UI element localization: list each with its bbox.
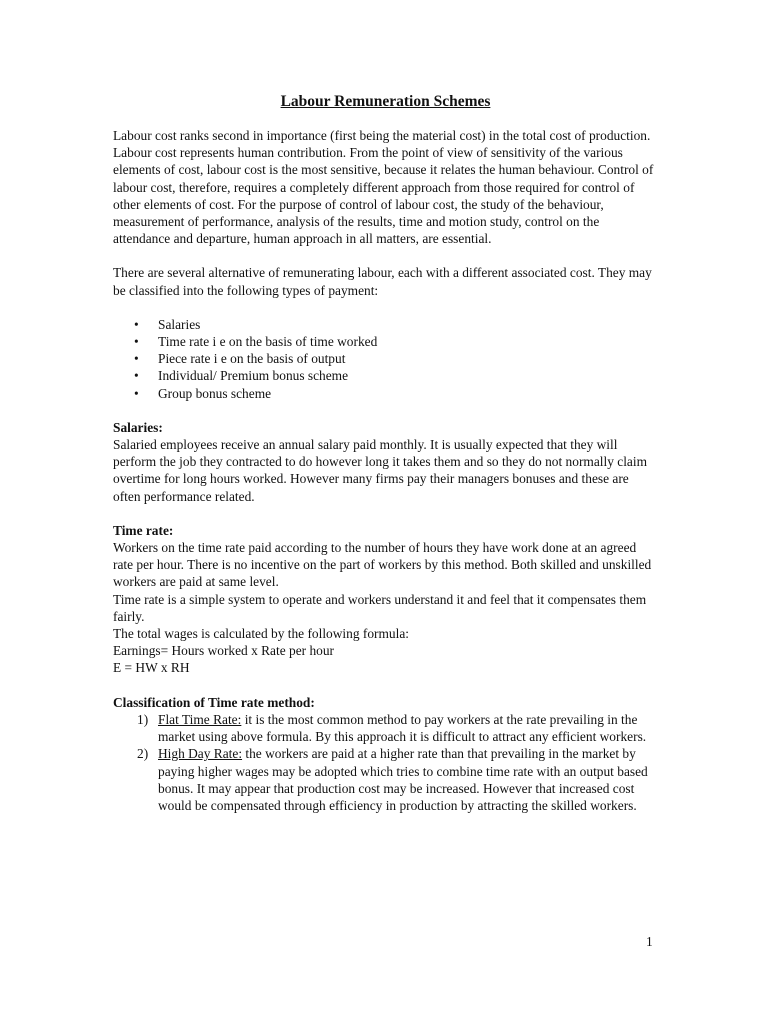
classification-heading: Classification of Time rate method:: [113, 694, 315, 710]
method-term: High Day Rate:: [158, 746, 243, 762]
list-item-label: Salaries: [158, 316, 201, 332]
method-term: Flat Time Rate:: [158, 711, 242, 727]
salaries-heading: Salaries:: [113, 419, 163, 435]
classification-list: [113, 711, 658, 814]
list-item-number: 1): [137, 711, 149, 727]
intro-paragraph: Labour cost ranks second in importance (first being the material cost) in the total cost of production. Labour cost represents human contribution. From the point of view of sensitivity of the various elements of cost, labour cost is the most sensitive, because it relates the human behaviour. Control of labour cost, therefore, requires a completely different approach from those required for control of other elements of cost. For the purpose of control of labour cost, the study of the behaviour, measurement of performance, analysis of the results, time and motion study, control on the attendance and departure, human approach in all matters, are essential.: [113, 128, 654, 247]
bullet-icon: •: [134, 334, 139, 350]
list-item-number: 2): [137, 746, 149, 762]
list-item: [113, 333, 658, 350]
list-item: [113, 367, 658, 384]
bullet-icon: •: [134, 316, 139, 332]
list-item: [113, 316, 658, 333]
document-body: [113, 92, 658, 814]
bullet-icon: •: [134, 385, 139, 401]
list-item-label: Piece rate i e on the basis of output: [158, 351, 346, 367]
document-title: Labour Remuneration Schemes: [280, 93, 491, 110]
list-item: [113, 350, 658, 367]
method-description: it is the most common method to pay workers at the rate prevailing in the market using above formula. By this approach it is difficult to attract any efficient workers.: [158, 711, 647, 745]
list-item-label: Individual/ Premium bonus scheme: [158, 368, 349, 384]
time-rate-paragraph: Time rate is a simple system to operate and workers understand it and feel that it compensates them fairly.: [113, 591, 647, 624]
time-rate-heading: Time rate:: [113, 522, 174, 538]
list-item-label: Group bonus scheme: [158, 385, 272, 401]
list-item-label: Time rate i e on the basis of time worked: [158, 334, 378, 350]
bullet-icon: •: [134, 351, 139, 367]
spacer: [113, 299, 658, 316]
list-item: [113, 385, 658, 402]
bullet-icon: •: [134, 368, 139, 384]
payment-types-list: [113, 316, 658, 402]
formula-earnings: Earnings= Hours worked x Rate per hour: [113, 643, 335, 659]
list-item: [113, 745, 658, 814]
formula-intro: The total wages is calculated by the following formula:: [113, 626, 409, 642]
method-description: the workers are paid at a higher rate than that prevailing in the market by paying higher wages may be adopted which tries to combine time rate with an output based bonus. It may appear that production cost may be increased. However that increased cost would be compensated through efficiency in production by attracting the skilled workers.: [158, 746, 648, 813]
page-number: 1: [646, 934, 653, 949]
time-rate-paragraph: Workers on the time rate paid according to the number of hours they have work done at an agreed rate per hour. There is no incentive on the part of workers by this method. Both skilled and unskilled workers are paid at same level.: [113, 540, 652, 590]
formula-abbreviated: E = HW x RH: [113, 660, 190, 676]
alternatives-paragraph: There are several alternative of remunerating labour, each with a different associated cost. They may be classified into the following types of payment:: [113, 265, 652, 298]
list-item: [113, 711, 658, 745]
salaries-paragraph: Salaried employees receive an annual salary paid monthly. It is usually expected that they will perform the job they contracted to do however long it takes them and so they do not normally claim overtime for long hours worked. However many firms pay their managers bonuses and these are often performance related.: [113, 437, 647, 504]
